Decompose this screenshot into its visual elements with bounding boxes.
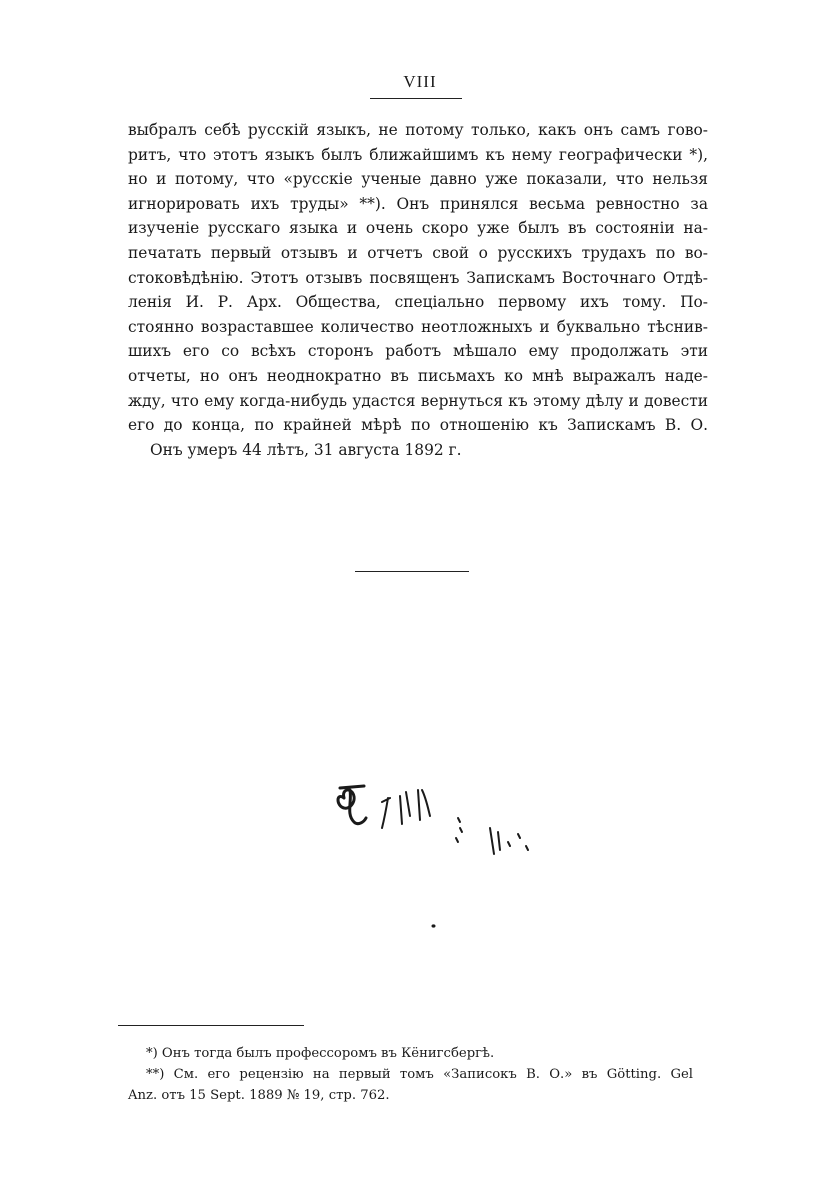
section-divider <box>355 571 469 572</box>
body-line: ритъ, что этотъ языкъ былъ ближайшимъ къ нему географически *), <box>128 145 708 164</box>
body-line: его до конца, по крайней мѣрѣ по отношенію къ Запискамъ В. О. <box>128 416 708 435</box>
footnotes <box>128 1043 693 1106</box>
body-line: изученіе русскаго языка и очень скоро уже былъ въ состояніи на- <box>128 219 708 238</box>
page-number: VIII <box>403 72 437 91</box>
body-line: отчеты, но онъ неоднократно въ письмахъ ко мнѣ выражалъ наде- <box>128 366 708 385</box>
footnote-1: *) Онъ тогда былъ профессоромъ въ Кёнигсбергѣ. <box>146 1046 495 1061</box>
body-line: шихъ его со всѣхъ сторонъ работъ мѣшало ему продолжать эти <box>128 342 708 361</box>
footnote-2-line-1: **) См. его рецензію на первый томъ «Записокъ В. О.» въ Götting. Gel <box>146 1067 693 1082</box>
footnote-2-line-2: Anz. отъ 15 Sept. 1889 № 19, стр. 762. <box>128 1088 390 1103</box>
body-line: стоковѣдѣнію. Этотъ отзывъ посвященъ Запискамъ Восточнаго Отдѣ- <box>128 268 708 287</box>
handwritten-mark <box>330 776 550 866</box>
body-line: стоянно возраставшее количество неотложныхъ и буквально тѣснив- <box>128 317 708 336</box>
final-line: Онъ умеръ 44 лѣтъ, 31 августа 1892 г. <box>150 440 462 459</box>
body-line: игнорировать ихъ труды» **). Онъ принялся весьма ревностно за <box>128 194 708 213</box>
body-line: жду, что ему когда-нибудь удастся вернуться къ этому дѣлу и довести <box>128 391 708 410</box>
header-rule <box>370 98 462 99</box>
body-text <box>128 118 708 462</box>
ink-dot <box>431 924 436 928</box>
body-line: выбралъ себѣ русскій языкъ, не потому только, какъ онъ самъ гово- <box>128 121 708 139</box>
footnote-rule <box>118 1025 304 1026</box>
body-line: но и потому, что «русскіе ученые давно уже показали, что нельзя <box>128 170 708 189</box>
body-line: ленія И. Р. Арх. Общества, спеціально первому ихъ тому. По- <box>128 293 708 312</box>
body-line: печатать первый отзывъ и отчетъ свой о русскихъ трудахъ по во- <box>128 243 708 262</box>
